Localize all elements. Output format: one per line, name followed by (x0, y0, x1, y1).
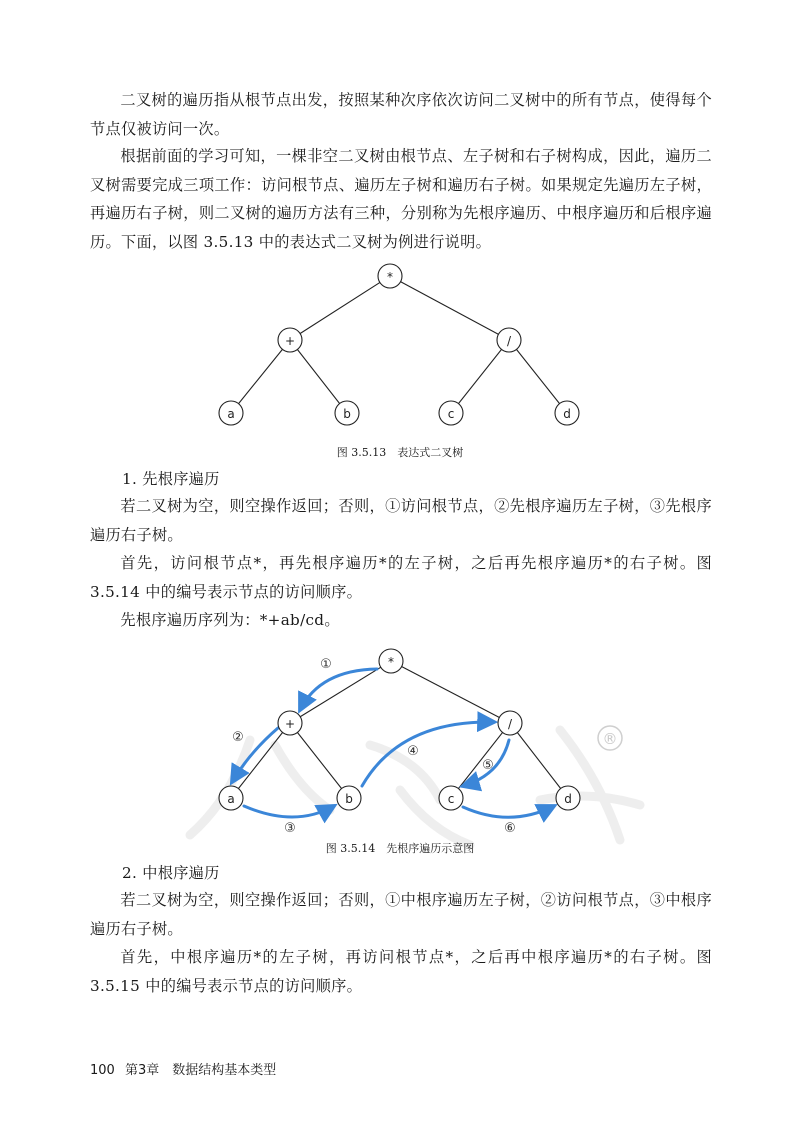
step-label-3: ③ (284, 821, 296, 836)
step-label-1: ① (320, 657, 332, 672)
node-label-d: d (563, 407, 571, 421)
node-label-c: c (447, 407, 455, 421)
registered-mark (598, 726, 622, 750)
node-label-d: d (564, 792, 572, 806)
node-label-root: * (387, 270, 393, 284)
page-footer (90, 1059, 276, 1078)
step-label-2: ② (232, 730, 244, 745)
section-heading-preorder: 1. 先根序遍历 (122, 470, 220, 488)
node-label-b: b (343, 407, 351, 421)
chapter-title: 第3章 数据结构基本类型 (124, 1063, 277, 1078)
step-label-4: ④ (407, 744, 419, 759)
preorder-definition-paragraph: 若二叉树为空，则空操作返回；否则，①访问根节点，②先根序遍历左子树，③先根序遍历右子树。 (90, 497, 712, 544)
inorder-definition-paragraph: 若二叉树为空，则空操作返回；否则，①中根序遍历左子树，②访问根节点，③中根序遍历右子树。 (90, 891, 712, 938)
node-label-c: c (447, 792, 455, 806)
node-label-plus: + (284, 334, 296, 348)
node-label-plus: + (284, 717, 296, 731)
svg-text:®: ® (602, 730, 618, 748)
figure-caption-3-5-13: 图 3.5.13 表达式二叉树 (336, 446, 464, 459)
node-label-divide: / (506, 334, 512, 348)
node-label-b: b (345, 792, 353, 806)
step-label-5: ⑤ (482, 758, 494, 773)
preorder-sequence-paragraph: 先根序遍历序列为：*+ab/cd。 (120, 611, 340, 629)
node-label-divide: / (507, 717, 513, 731)
page-number: 100 (90, 1063, 115, 1078)
inorder-explanation-paragraph: 首先，中根序遍历*的左子树，再访问根节点*，之后再中根序遍历*的右子树。图 3.5.15 中的编号表示节点的访问顺序。 (90, 948, 712, 995)
intro-paragraph: 二叉树的遍历指从根节点出发，按照某种次序依次访问二叉树中的所有节点，使得每个节点仅被访问一次。 (90, 91, 712, 138)
traversal-overview-paragraph: 根据前面的学习可知，一棵非空二叉树由根节点、左子树和右子树构成，因此，遍历二叉树需要完成三项工作：访问根节点、遍历左子树和遍历右子树。如果规定先遍历左子树，再遍历右子树，则二叉树的遍历方法有三种，分别称为先根序遍历、中根序遍历和后根序遍历。下面，以图 3.5.13 中的表达式二叉树为例进行说明。 (90, 147, 712, 251)
section-heading-inorder: 2. 中根序遍历 (122, 864, 220, 882)
node-label-a: a (227, 407, 235, 421)
arrow-step-6 (463, 806, 554, 817)
node-label-root: * (388, 655, 394, 669)
step-label-6: ⑥ (504, 821, 516, 836)
arrow-step-1 (300, 669, 377, 710)
preorder-explanation-paragraph: 首先，访问根节点*，再先根序遍历*的左子树，之后再先根序遍历*的右子树。图 3.5.14 中的编号表示节点的访问顺序。 (90, 554, 712, 601)
figure-caption-3-5-14: 图 3.5.14 先根序遍历示意图 (325, 842, 475, 855)
node-label-a: a (227, 792, 235, 806)
